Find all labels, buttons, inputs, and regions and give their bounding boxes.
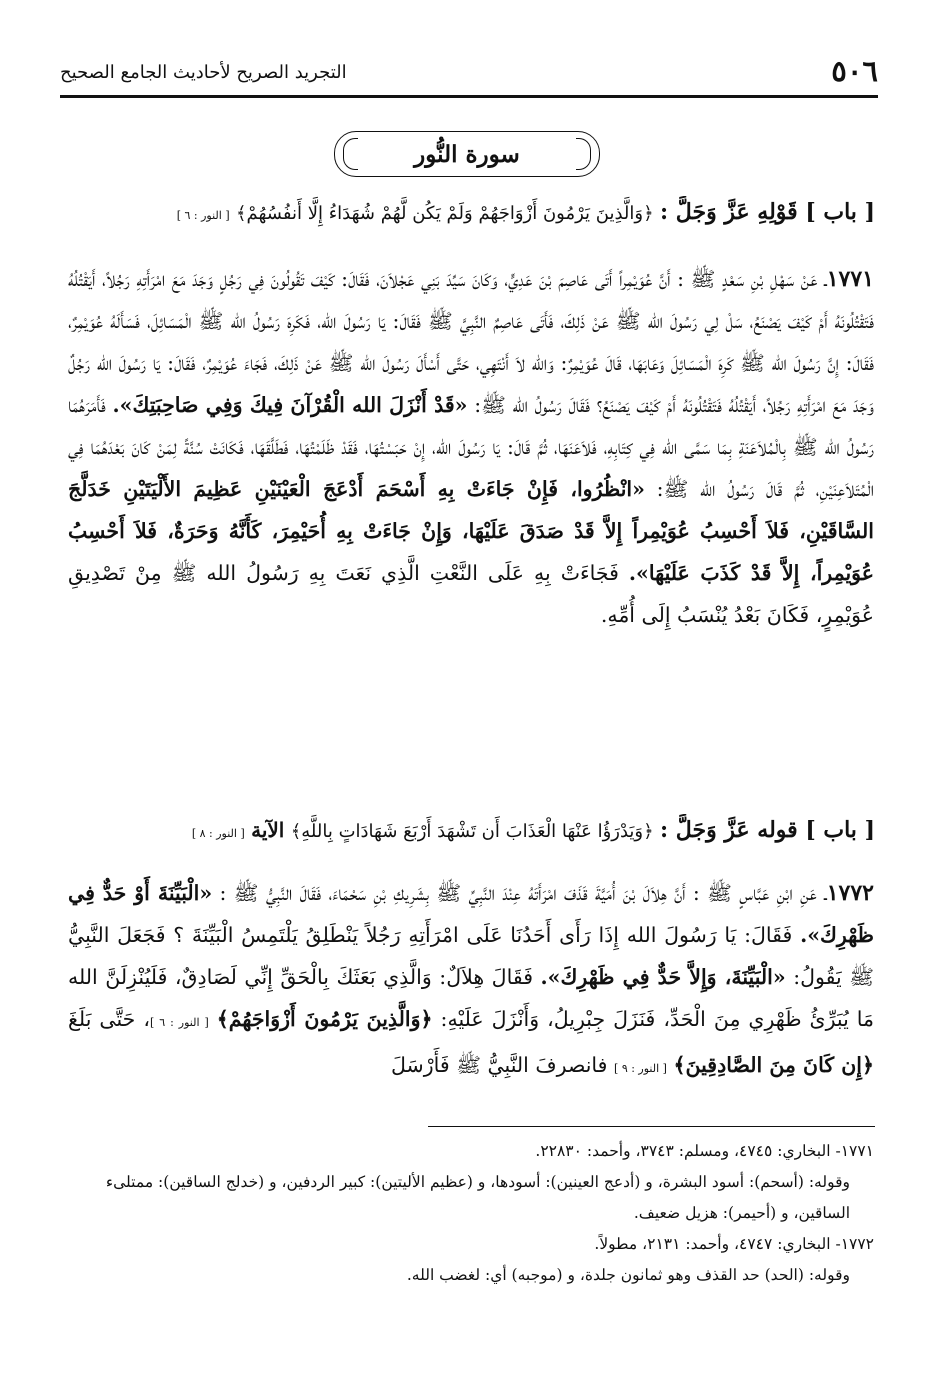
prophet-speech: «الْبَيِّنَةَ، وَإِلاَّ حَدٌّ فِي ظَهْرِكَ». <box>540 965 786 989</box>
quran-verse: ﴿وَالَّذِينَ يَرْمُونَ أَزْوَاجَهُمْ﴾ <box>216 1007 433 1031</box>
aya-word: الآية <box>251 818 285 842</box>
book-title: التجريد الصريح لأحاديث الجامع الصحيح <box>60 62 347 83</box>
verse-reference: [ النور : ٩ ] <box>614 1062 667 1075</box>
quran-verse: ﴿وَالَّذِينَ يَرْمُونَ أَزْوَاجَهُمْ وَلَمْ يَكُن لَّهُمْ شُهَدَاءُ إِلَّا أَنفُسُهُمْ﴾ <box>235 203 654 224</box>
footnotes <box>68 1136 874 1291</box>
footnote-glossary-1771: وقوله: (أسحم): أسود البشرة، و (أدعج العينين): أسودها، و (عظيم الأليتين): كبير الردفين، و (خدلج الساقين): ممتلىء الساقين، و (أحيمر): هزيل ضعيف. <box>105 1173 850 1222</box>
hadith-number: ١٧٧٢ <box>826 880 874 906</box>
hadith-text: فَقَالَ: يَا رَسُولَ الله إِذَا رَأَى أَحَدُنَا عَلَى امْرَأَتِهِ رَجُلاً يَنْطَلِقُ يَلْتَمِسُ الْبَيِّنَةَ ؟ فَجَعَلَ النَّبِيُّ ﷺ يَقُولُ: <box>68 923 874 989</box>
quran-verse: ﴿إِن كَانَ مِنَ الصَّادِقِينَ﴾ <box>673 1053 874 1077</box>
hadith-text: فَجَاءَتْ بِهِ عَلَى النَّعْتِ الَّذِي نَعَتَ بِهِ رَسُولُ الله ﷺ مِنْ تَصْدِيقِ عُوَيْمِرٍ، فَكَانَ بَعْدُ يُنْسَبُ إِلَى أُمِّهِ. <box>68 561 874 627</box>
page-number: ٥٠٦ <box>831 54 878 88</box>
prophet-speech: «الْبَيِّنَةَ أَوْ حَدٌّ فِي ظَهْرِكَ». <box>68 881 874 947</box>
hadith-text: ـ عَنِ ابْنِ عَبَّاسٍ ﷺ : أَنَّ هِلاَلَ بْنَ أُمَيَّةَ قَذَفَ امْرَأَتَهُ عِنْدَ النَّبِيِّ ﷺ بِشَرِيكِ بْنِ سَحْمَاءَ، فَقَالَ النَّبِيُّ ﷺ : <box>219 881 827 905</box>
verse-reference: [ النور : ٦ ] <box>149 1016 209 1029</box>
chapter-heading-lead: [ باب ] قَوْلِهِ عَزَّ وَجَلَّ : <box>660 199 875 225</box>
prophet-speech: «قَدْ أَنْزَلَ الله الْقُرْآنَ فِيكَ وَفِي صَاحِبَتِكَ». <box>112 393 468 417</box>
footnote-source-1772: ١٧٧٢- البخاري: ٤٧٤٧، وأحمد: ٢١٣١، مطولاً. <box>594 1235 874 1253</box>
chapter-heading-1 <box>70 196 875 229</box>
hadith-number: ١٧٧١ <box>826 266 874 292</box>
footnote-glossary-1772: وقوله: (الحد) حد القذف وهو ثمانون جلدة، و (موجبه) أي: لغضب الله. <box>406 1266 850 1284</box>
verse-reference: [ النور : ٨ ] <box>191 827 245 840</box>
footnote-divider <box>428 1126 875 1127</box>
chapter-heading-lead: [ باب ] قوله عَزَّ وَجَلَّ : <box>660 817 875 843</box>
hadith-text: فَأَمَرَهُمَا رَسُولُ الله ﷺ بِالْمُلاَعَنَةِ بِمَا سَمَّى الله فِي كِتَابِهِ، فَلاَعَنَهَا، ثُمَّ قَالَ: يَا رَسُولَ الله، إِنْ حَبَسْتُهَا، فَقَدْ ظَلَمْتُهَا، فَطَلَّقَهَا، فَكَانَتْ سُنَّةً لِمَنْ كَانَ بَعْدَهُمَا فِي الْمُتَلاَعِنَيْنِ، ثُمَّ قَالَ رَسُولُ الله ﷺ: <box>68 393 874 501</box>
verse-reference: [ النور : ٦ ] <box>176 209 230 222</box>
hadith-text: ـ عَنْ سَهْلِ بْنِ سَعْدٍ ﷺ : أَنَّ عُوَيْمِراً أَتَى عَاصِمَ بْنَ عَدِيٍّ، وَكَانَ سَيِّدَ بَنِي عَجْلاَنَ، فَقَالَ: كَيْفَ تَقُولُونَ فِي رَجُلٍ وَجَدَ مَعَ امْرَأَتِهِ رَجُلاً، أَيَقْتُلُهُ فَتَقْتُلُونَهُ أَمْ كَيْفَ يَصْنَعُ، سَلْ لِي رَسُولَ الله ﷺ عَنْ ذَلِكَ، فَأَتَى عَاصِمٌ النَّبِيَّ ﷺ فَقَالَ: يَا رَسُولَ الله، فَكَرِهَ رَسُولُ الله ﷺ الْمَسَائِلَ، فَسَأَلَهُ عُوَيْمِرٌ، فَقَالَ: إِنَّ رَسُولَ الله ﷺ كَرِهَ الْمَسَائِلَ وَعَابَهَا، قَالَ عُوَيْمِرٌ: وَالله لاَ أَنْتَهِي، حَتَّى أَسْأَلَ رَسُولَ الله ﷺ عَنْ ذَلِكَ، فَجَاءَ عُوَيْمِرٌ، فَقَالَ: يَا رَسُولَ الله رَجُلٌ وَجَدَ مَعَ امْرَأَتِهِ رَجُلاً، أَيَقْتُلُهُ فَتَقْتُلُونَهُ أَمْ كَيْفَ يَصْنَعُ؟ فَقَالَ رَسُولُ الله ﷺ: <box>68 267 874 417</box>
running-header <box>60 52 878 92</box>
surah-title-banner <box>334 131 600 177</box>
hadith-1771 <box>68 258 874 636</box>
hadith-text: ، حَتَّى بَلَغَ <box>68 1007 150 1031</box>
footnote-source-1771: ١٧٧١- البخاري: ٤٧٤٥، ومسلم: ٣٧٤٣، وأحمد: ٢٢٨٣٠. <box>535 1142 874 1160</box>
header-divider <box>60 95 878 98</box>
hadith-text: فانصرفَ النَّبِيُّ ﷺ فَأَرْسَلَ <box>391 1053 608 1077</box>
prophet-speech: «انْظُرُوا، فَإِنْ جَاءَتْ بِهِ أَسْحَمَ أَدْعَجَ الْعَيْنَيْنِ عَظِيمَ الأَلْيَتَيْنِ خَدَلَّجَ السَّاقَيْنِ، فَلاَ أَحْسِبُ عُوَيْمِراً إِلاَّ قَدْ صَدَقَ عَلَيْهَا، وَإِنْ جَاءَتْ بِهِ أُحَيْمِرَ، كَأَنَّهُ وَحَرَةٌ، فَلاَ أَحْسِبُ عُوَيْمِراً، إِلاَّ قَدْ كَذَبَ عَلَيْهَا». <box>68 477 874 585</box>
surah-title: سورة النُّور <box>414 140 520 168</box>
hadith-text: فَقَالَ هِلاَلٌ: وَالَّذِي بَعَثَكَ بِالْحَقِّ إِنِّي لَصَادِقٌ، فَلَيُنْزِلَنَّ الله مَا يُبَرِّئُ ظَهْرِي مِنَ الْحَدِّ، فَنَزَلَ جِبْرِيلُ، وَأَنْزَلَ عَلَيْهِ: <box>68 965 875 1031</box>
quran-verse: ﴿وَيَدْرَؤُا عَنْهَا الْعَذَابَ أَن تَشْهَدَ أَرْبَعَ شَهَادَاتٍ بِاللَّهِ﴾ <box>290 821 654 842</box>
hadith-1772 <box>68 872 874 1090</box>
chapter-heading-2 <box>70 814 875 847</box>
